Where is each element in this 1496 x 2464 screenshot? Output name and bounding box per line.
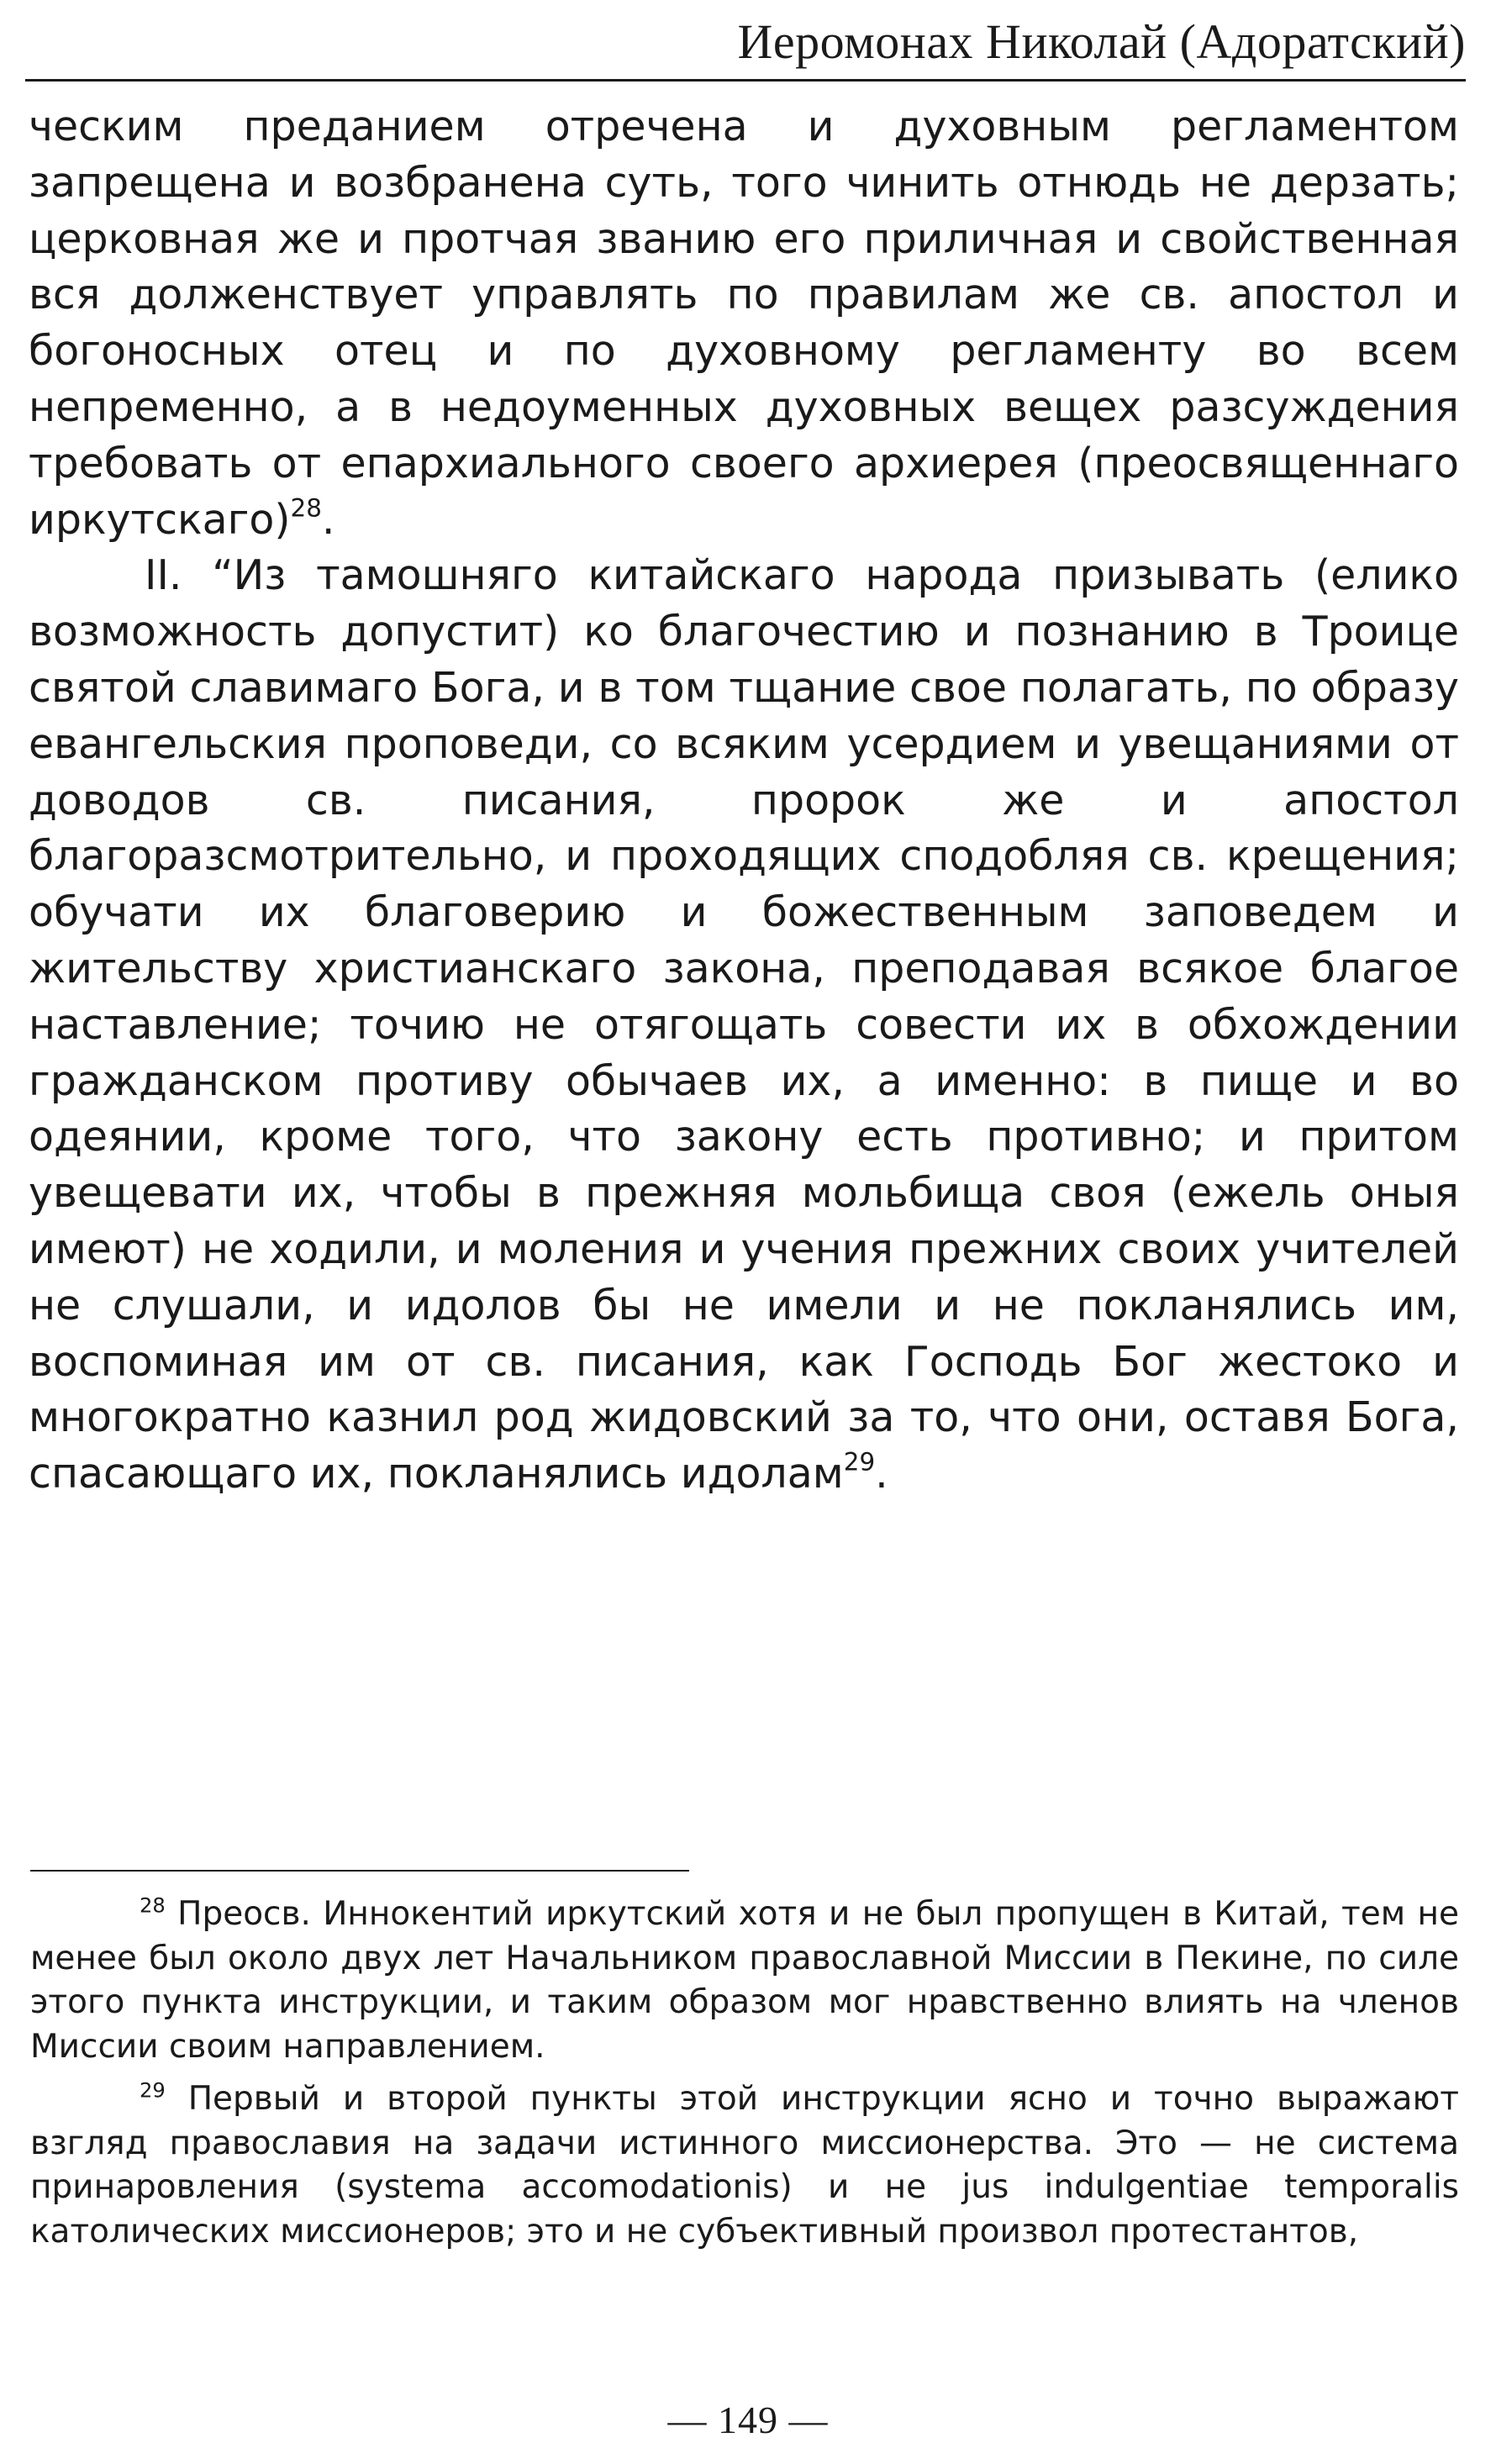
footnotes <box>30 1893 1459 2262</box>
footnote-29 <box>30 2077 1459 2254</box>
paragraph-1 <box>29 99 1459 548</box>
paragraph-2-text: II. “Из тамошняго китайскаго народа призывать (елико возможность допустит) ко благочестию и познанию в Троице святой славимаго Бога, и в том тщание свое полагать, по образу евангельския проповеди, со всяким усердием и увещаниями от доводов св. писания, пророк же и апостол благоразсмотрительно, и проходящих сподобляя св. крещения; обучати их благоверию и божественным заповедем и жительству христианскаго закона, преподавая всякое благое наставление; точию не отягощать совести их в обхождении гражданском противу обычаев их, а именно: в пище и во одеянии, кроме того, что закону есть противно; и притом увещевати их, чтобы в прежняя мольбища своя (ежель оныя имеют) не ходили, и моления и учения прежних своих учителей не слушали, и идолов бы не имели и не покланялись им, воспоминая им от св. писания, как Господь Бог жестоко и многократно казнил род жидовский за то, что они, оставя Бога, спасающаго их, покланялись идолам <box>29 551 1459 1498</box>
footnote-28 <box>30 1893 1459 2069</box>
paragraph-1-text: ческим преданием отречена и духовным регламентом запрещена и возбранена суть, того чинить отнюдь не дерзать; церковная же и протчая званию его приличная и свойственная вся долженствует управлять по правилам же св. апостол и богоносных отец и по духовному регламенту во всем непременно, а в недоуменных духовных вещех разсуждения требовать от епархиального своего архиерея (преосвященнаго иркутскаго) <box>29 103 1459 544</box>
main-text <box>29 99 1459 1503</box>
paragraph-2-end: . <box>875 1450 888 1498</box>
paragraph-2 <box>29 548 1459 1503</box>
page-number: — 149 — <box>667 2398 829 2441</box>
footnote-number: 29 <box>140 2078 166 2103</box>
footnote-ref-28[interactable]: 28 <box>290 493 322 522</box>
footnote-text: Первый и второй пункты этой инструкции ясно и точно выражают взгляд православия на задачи истинного миссионерства. Это — не система принаровления (systema accomodationis) и не jus indulgentiae temporalis католических миссионеров; это и не субъективный произвол протестантов, <box>30 2080 1459 2251</box>
footnote-number: 28 <box>140 1893 166 1918</box>
header-rule <box>25 79 1466 82</box>
footnote-separator <box>30 1870 689 1872</box>
footnote-ref-29[interactable]: 29 <box>843 1447 876 1477</box>
paragraph-1-end: . <box>321 495 335 544</box>
running-head: Иеромонах Николай (Адоратский) <box>737 14 1466 69</box>
footnote-text: Преосв. Иннокентий иркутский хотя и не был пропущен в Китай, тем не менее был около двух лет Начальником православной Миссии в Пекине, по силе этого пункта инструкции, и таким образом мог нравственно влиять на членов Миссии своим направлением. <box>30 1895 1459 2066</box>
